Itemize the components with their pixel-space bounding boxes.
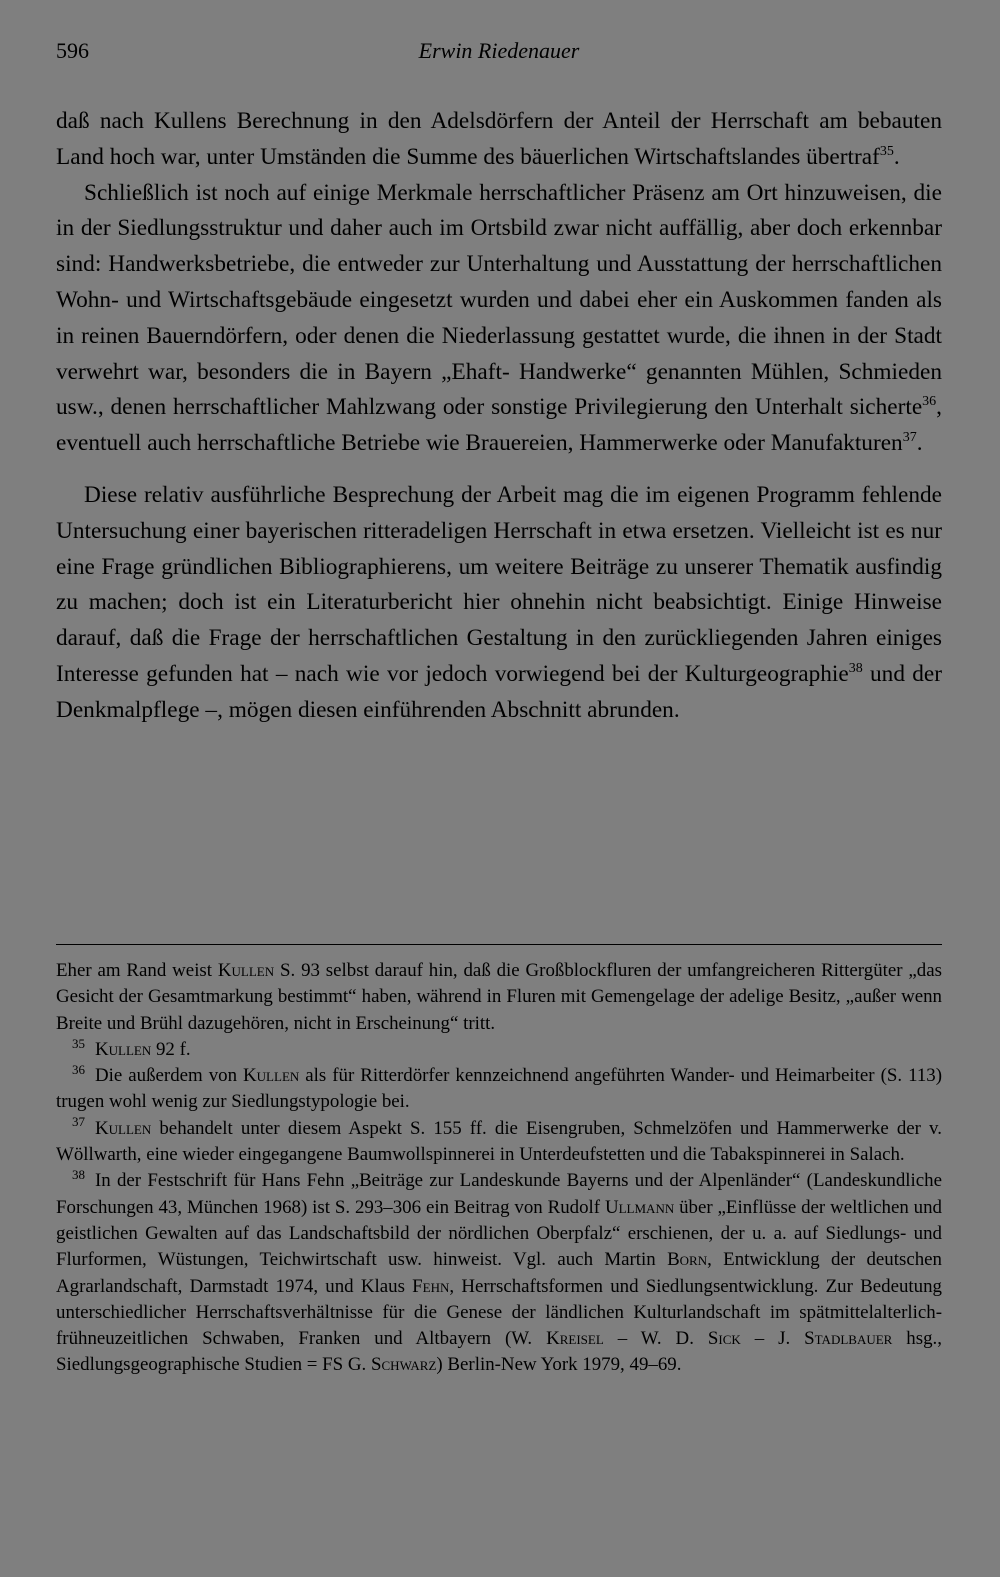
- footnote-number: 35: [72, 1035, 85, 1051]
- author-name: Kullen: [217, 960, 275, 981]
- footnote-ref-36: 36: [922, 394, 937, 410]
- running-title: Erwin Riedenauer: [418, 38, 580, 63]
- author-name: Kreisel: [546, 1328, 604, 1350]
- author-name: Sick: [707, 1328, 741, 1350]
- paragraph-2: [56, 176, 942, 462]
- page-number: 596: [56, 38, 89, 63]
- footnote-text: über „Einflüsse der weltlichen und geistlichen Gewalten auf das Landschaftsbild der nördlichen Oberpfalz“ erschienen, der u. a. auf Siedlungs- und Flurformen, Wüstungen, Teichwirtschaft usw. hinweist. Vgl. auch Martin: [56, 1196, 942, 1271]
- footnote-divider: [56, 944, 942, 945]
- paragraph-2-text-b: , eventuell auch herrschaftliche Betriebe wie Brauereien, Hammerwerke oder Manufakturen: [56, 394, 942, 457]
- author-name: Stadlbauer: [804, 1328, 893, 1350]
- footnote-number: 38: [72, 1167, 85, 1183]
- footnote-text: hsg., Siedlungsgeographische Studien = FS G.: [56, 1328, 942, 1376]
- footnotes: [56, 958, 942, 1379]
- footnote-text: – W. D.: [603, 1328, 708, 1350]
- footnote-ref-37: 37: [902, 430, 917, 446]
- paragraph-3: [56, 478, 942, 729]
- footnote-text: ) Berlin-New York 1979, 49–69.: [436, 1354, 682, 1376]
- footnote-text: behandelt unter diesem Aspekt S. 155 ff. die Eisengruben, Schmelzöfen und Hammerwerke der v. Wöllwarth, eine wieder eingegangene Baumwollspinnerei in Unterdeufstetten und die Tabakspinnerei in Salach.: [56, 1117, 942, 1166]
- page-header: [56, 38, 942, 70]
- footnote-text: 92 f.: [151, 1038, 191, 1060]
- footnote-ref-35: 35: [879, 144, 894, 160]
- author-name: Ullmann: [604, 1196, 675, 1218]
- footnote-continuation: [56, 958, 942, 1037]
- paragraph-2-text-a: Schließlich ist noch auf einige Merkmale herrschaftlicher Präsenz am Ort hinzuweisen, die in der Siedlungsstruktur und daher auch im Ortsbild zwar nicht auffällig, aber doch erkennbar sind: Handwerksbetriebe, die entweder zur Unterhaltung und Ausstattung der herrschaftlichen Wohn- und Wirtschaftsgebäude eingesetzt wurden und dabei eher ein Auskommen fanden als in reinen Bauerndörfern, oder denen die Niederlassung gestattet wurde, die ihnen in der Stadt verwehrt war, besonders die in Bayern „Ehaft- Handwerke“ genannten Mühlen, Schmieden usw., denen herrschaftlicher Mahlzwang oder sonstige Privilegierung den Unterhalt sicherte: [56, 179, 942, 421]
- footnote-ref-38: 38: [848, 661, 863, 677]
- paragraph-3-text-b: und der Denkmalpflege –, mögen diesen einführenden Abschnitt abrunden.: [56, 660, 943, 723]
- footnote-36: [56, 1063, 942, 1116]
- footnote-number: 37: [72, 1114, 85, 1130]
- paragraph-1-end: .: [893, 143, 900, 170]
- author-name: Schwarz: [371, 1354, 437, 1376]
- footnote-number: 36: [72, 1061, 85, 1077]
- author-name: Born: [667, 1249, 708, 1271]
- footnote-text: Die außerdem von: [95, 1065, 244, 1087]
- footnote-text: – J.: [740, 1328, 805, 1350]
- paragraph-3-text-a: Diese relativ ausführliche Besprechung der Arbeit mag die im eigenen Programm fehlende Untersuchung einer bayerischen ritteradeligen Herrschaft in etwa ersetzen. Vielleicht ist es nur eine Frage gründlichen Bibliographierens, um weitere Beiträge zu unserer Thematik ausfindig zu machen; doch ist ein Literaturbericht hier ohnehin nicht beabsichtigt. Einige Hinweise darauf, daß die Frage der herrschaftlichen Gestaltung in den zurückliegenden Jahren einiges Interesse gefunden hat – nach wie vor jedoch vorwiegend bei der Kulturgeographie: [56, 481, 942, 687]
- author-name: Kullen: [95, 1038, 152, 1060]
- footnote-35: [56, 1037, 942, 1063]
- footnote-text: , Herrschaftsformen und Siedlungsentwicklung. Zur Bedeutung unterschiedlicher Herrschaftsverhältnisse für die Genese der ländlichen Kulturlandschaft im spätmittelalterlich-frühneuzeitlichen Schwaben, Franken und Altbayern (W.: [56, 1275, 942, 1350]
- author-name: Kullen: [95, 1117, 152, 1139]
- footnote-text: , Entwicklung der deutschen Agrarlandschaft, Darmstadt 1974, und Klaus: [56, 1249, 942, 1297]
- footnote-38: [56, 1168, 942, 1378]
- author-name: Fehn: [412, 1275, 450, 1297]
- paragraph-2-end: .: [916, 430, 923, 457]
- main-text: [56, 104, 942, 729]
- footnote-text: In der Festschrift für Hans Fehn „Beiträge zur Landeskunde Bayerns und der Alpenländer“ (Landeskundliche Forschungen 43, München 1968) ist S. 293–306 ein Beitrag von Rudolf: [56, 1170, 942, 1218]
- footnote-37: [56, 1116, 942, 1169]
- paragraph-1-text: daß nach Kullens Berechnung in den Adelsdörfern der Anteil der Herrschaft am bebauten Land hoch war, unter Umständen die Summe des bäuerlichen Wirtschaftslandes übertraf: [56, 108, 942, 170]
- author-name: Kullen: [243, 1065, 300, 1087]
- paragraph-1: [56, 104, 942, 176]
- footnote-text: als für Ritterdörfer kennzeichnend angeführten Wander- und Heimarbeiter (S. 113) trugen wohl wenig zur Siedlungstypologie bei.: [56, 1065, 942, 1113]
- footnote-text: Eher am Rand weist: [56, 960, 218, 981]
- footnote-text: S. 93 selbst darauf hin, daß die Großblockfluren der umfangreicheren Rittergüter „das Gesicht der Gesamtmarkung bestimmt“ haben, während in Fluren mit Gemengelage der adelige Besitz, „außer wenn Breite und Brühl dazugehören, nicht in Erscheinung“ tritt.: [56, 960, 942, 1034]
